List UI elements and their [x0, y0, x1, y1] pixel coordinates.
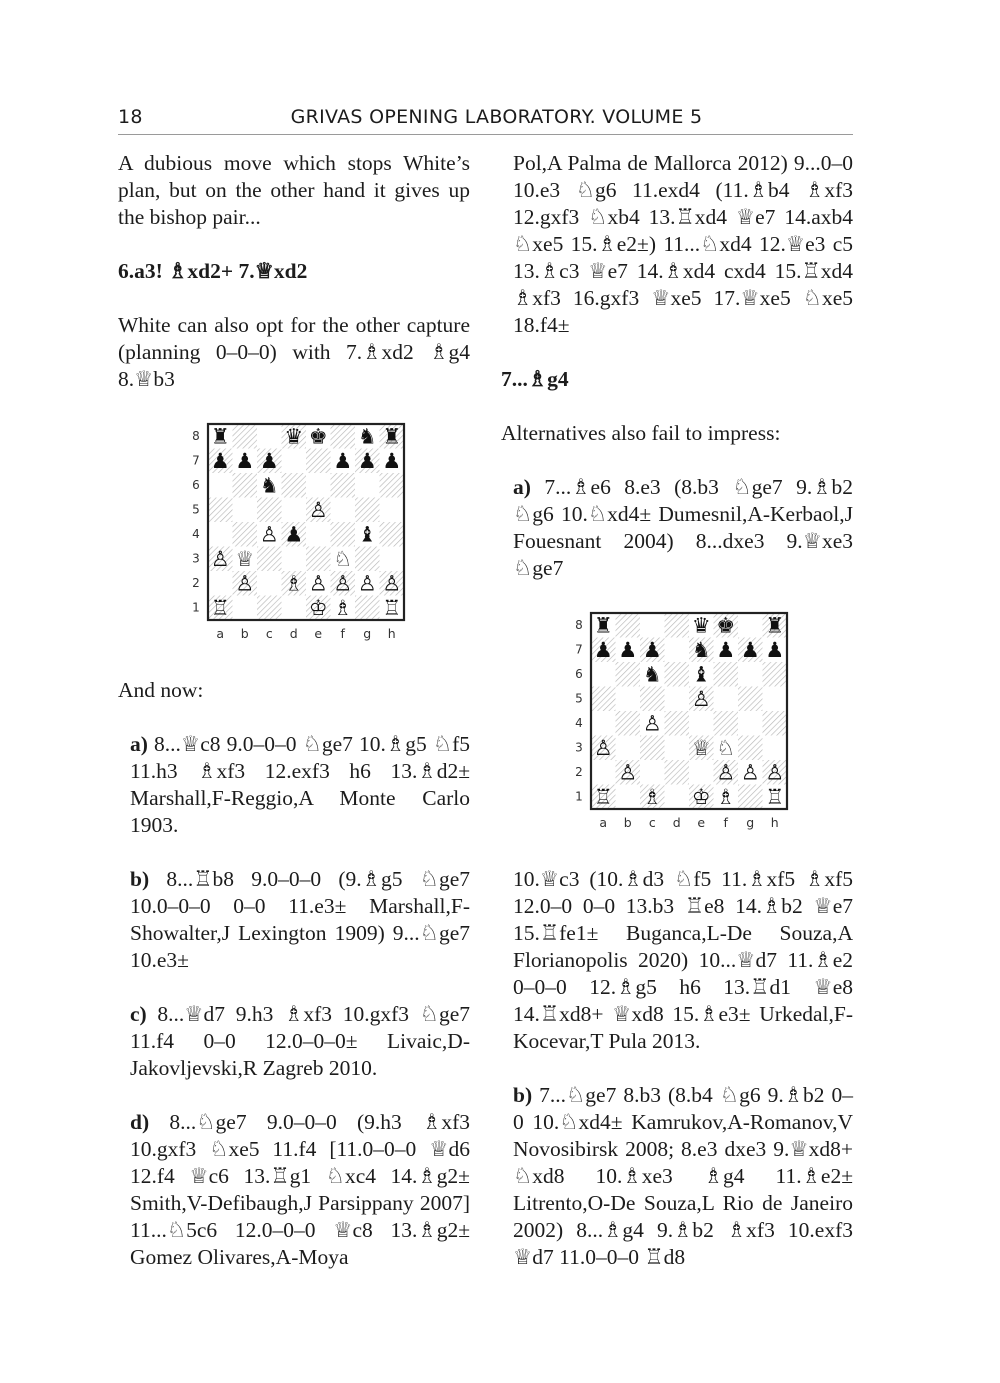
square-b8 [233, 424, 258, 449]
square-a5 [208, 498, 233, 523]
black-pawn-f7: ♟ [333, 449, 353, 474]
square-c8 [640, 613, 665, 638]
square-h6 [380, 473, 405, 498]
paragraph: Pol,A Palma de Mallorca 2012) 9...0–0 10.e3 ♘g6 11.exd4 (11.♗b4 ♗xf3 12.gxf3 ♘xb4 13.♖xd4 ♕e7 14.axb4 ♘xe5 15.♗e2±) 11...♘xd4 12.♕e3 c5 13.♗c3 ♕e7 14.♗xd4 cxd4 15.♖xd4 ♗xf3 16.gxf3 ♕xe5 17.♕xe5 ♘xe5 18.f4± [513, 151, 853, 337]
white-pawn-h2: ♙ [382, 571, 402, 596]
white-queen-b3: ♕ [235, 547, 255, 572]
square-c2 [257, 571, 282, 596]
square-g1 [355, 596, 380, 621]
main-move: 7...♗g4 [501, 367, 569, 391]
file-label: b [240, 626, 249, 641]
black-knight-e7: ♞ [691, 638, 711, 663]
square-h5 [380, 498, 405, 523]
black-knight-g8: ♞ [357, 424, 377, 449]
black-king-e8: ♚ [308, 424, 328, 449]
file-label: f [723, 815, 728, 830]
main-move: 6.a3! ♗xd2+ 7.♕xd2 [118, 259, 308, 283]
file-label: a [599, 815, 608, 830]
black-pawn-f7: ♟ [716, 638, 736, 663]
white-pawn-g2: ♙ [357, 571, 377, 596]
black-pawn-a7: ♟ [210, 449, 230, 474]
file-label: b [623, 815, 632, 830]
square-a2 [208, 571, 233, 596]
square-d6 [282, 473, 307, 498]
file-label: g [363, 626, 372, 641]
square-a4 [208, 522, 233, 547]
square-d5 [665, 687, 690, 712]
square-d1 [665, 785, 690, 810]
white-bishop-d2: ♗ [284, 571, 304, 596]
file-label: a [216, 626, 225, 641]
white-knight-f3: ♘ [716, 736, 736, 761]
variation-label: a) [130, 732, 148, 756]
square-c3 [257, 547, 282, 572]
rank-label: 8 [575, 618, 583, 633]
square-g3 [355, 547, 380, 572]
square-h6 [763, 662, 788, 687]
rank-label: 2 [192, 576, 200, 591]
black-pawn-h7: ♟ [382, 449, 402, 474]
rank-label: 4 [575, 716, 583, 731]
white-pawn-f2: ♙ [333, 571, 353, 596]
variation-label: d) [130, 1110, 150, 1134]
square-f4 [714, 711, 739, 736]
variation-text: 7...♘ge7 8.b3 (8.b4 ♘g6 9.♗b2 0–0 10.♘xd4± Kamrukov,A-Romanov,V Novosibirsk 2008; 8.e3 dxe3 9.♕xd8+ ♘xd8 10.♗xe3 ♗g4 11.♗e2± Litrento,O-De Souza,L Rio de Janeiro 2002) 8...♗g4 9.♗b2 ♗xf3 10.exf3 ♕d7 11.0–0–0 ♖d8 [513, 1083, 853, 1269]
square-f6 [331, 473, 356, 498]
white-pawn-c4: ♙ [259, 522, 279, 547]
square-g6 [355, 473, 380, 498]
black-rook-a8: ♜ [210, 424, 230, 449]
square-f4 [331, 522, 356, 547]
square-g8 [738, 613, 763, 638]
square-a6 [208, 473, 233, 498]
square-f8 [331, 424, 356, 449]
variation-d [130, 1109, 470, 1271]
square-b5 [233, 498, 258, 523]
rank-label: 1 [192, 600, 200, 615]
paragraph: Alternatives also fail to impress: [501, 421, 781, 445]
black-bishop-g4: ♝ [357, 522, 377, 547]
chess-diagram-1 [118, 420, 470, 651]
white-pawn-a3: ♙ [593, 736, 613, 761]
square-g5 [738, 687, 763, 712]
black-pawn-c7: ♟ [642, 638, 662, 663]
square-c5 [257, 498, 282, 523]
white-rook-h1: ♖ [382, 596, 402, 621]
square-d3 [665, 736, 690, 761]
chess-board [501, 609, 853, 833]
rank-label: 2 [575, 765, 583, 780]
variation-b [513, 1082, 853, 1271]
square-b1 [233, 596, 258, 621]
square-h5 [763, 687, 788, 712]
page-header [118, 104, 853, 135]
file-label: f [340, 626, 345, 641]
square-d6 [665, 662, 690, 687]
file-label: d [672, 815, 681, 830]
square-d7 [282, 449, 307, 474]
square-a5 [591, 687, 616, 712]
square-c8 [257, 424, 282, 449]
black-pawn-h7: ♟ [765, 638, 785, 663]
rank-label: 3 [192, 551, 200, 566]
variation-text: 7...♗e6 8.e3 (8.b3 ♘ge7 9.♗b2 ♘g6 10.♘xd4± Dumesnil,A-Kerbaol,J Fouesnant 2004) 8...dxe3 9.♕xe3 ♘ge7 [513, 475, 853, 580]
variation-text: 8...♘ge7 9.0–0–0 (9.h3 ♗xf3 10.gxf3 ♘xe5 11.f4 [11.0–0–0 ♕d6 12.f4 ♕c6 13.♖g1 ♘xc4 14.♗g2± Smith,V-Defibaugh,J Parsippany 2007] 11...♘5c6 12.0–0–0 ♕c8 13.♗g2± Gomez Olivares,A-Moya [130, 1110, 471, 1269]
white-pawn-e2: ♙ [308, 571, 328, 596]
black-pawn-a7: ♟ [593, 638, 613, 663]
square-d3 [282, 547, 307, 572]
rank-label: 1 [575, 789, 583, 804]
variation-text: 8...♖b8 9.0–0–0 (9.♗g5 ♘ge7 10.0–0–0 0–0 11.e3± Marshall,F-Showalter,J Lexington 1909) 9...♘ge7 10.e3± [130, 867, 471, 972]
white-pawn-g2: ♙ [740, 760, 760, 785]
white-rook-h1: ♖ [765, 785, 785, 810]
square-d5 [282, 498, 307, 523]
square-b6 [616, 662, 641, 687]
variation-label: b) [513, 1083, 533, 1107]
square-g3 [738, 736, 763, 761]
square-d4 [665, 711, 690, 736]
black-bishop-e6: ♝ [691, 662, 711, 687]
square-e2 [689, 760, 714, 785]
square-h3 [763, 736, 788, 761]
rank-label: 8 [192, 429, 200, 444]
white-pawn-e5: ♙ [691, 687, 711, 712]
square-h4 [763, 711, 788, 736]
white-bishop-f1: ♗ [716, 785, 736, 810]
white-pawn-a3: ♙ [210, 547, 230, 572]
black-knight-c6: ♞ [642, 662, 662, 687]
rank-label: 5 [575, 691, 583, 706]
square-g6 [738, 662, 763, 687]
rank-label: 7 [575, 642, 583, 657]
black-pawn-c7: ♟ [259, 449, 279, 474]
square-f6 [714, 662, 739, 687]
square-f5 [714, 687, 739, 712]
square-e4 [306, 522, 331, 547]
page-number: 18 [118, 106, 143, 128]
square-b1 [616, 785, 641, 810]
square-d2 [665, 760, 690, 785]
black-queen-e8: ♛ [691, 613, 711, 638]
paragraph: And now: [118, 678, 204, 702]
square-d7 [665, 638, 690, 663]
square-g1 [738, 785, 763, 810]
file-label: e [314, 626, 323, 641]
square-e3 [306, 547, 331, 572]
white-rook-a1: ♖ [210, 596, 230, 621]
white-pawn-f2: ♙ [716, 760, 736, 785]
square-b4 [616, 711, 641, 736]
file-label: h [387, 626, 396, 641]
black-rook-h8: ♜ [382, 424, 402, 449]
variation-label: b) [130, 867, 150, 891]
white-pawn-b2: ♙ [235, 571, 255, 596]
square-c3 [640, 736, 665, 761]
square-d1 [282, 596, 307, 621]
black-queen-d8: ♛ [284, 424, 304, 449]
square-g5 [355, 498, 380, 523]
rank-label: 5 [192, 502, 200, 517]
white-knight-f3: ♘ [333, 547, 353, 572]
variation-a [130, 731, 470, 839]
square-b3 [616, 736, 641, 761]
white-bishop-f1: ♗ [333, 596, 353, 621]
rank-label: 7 [192, 453, 200, 468]
black-rook-a8: ♜ [593, 613, 613, 638]
paragraph: White can also opt for the other capture (planning 0–0–0) with 7.♗xd2 ♗g4 8.♕b3 [118, 313, 470, 391]
paragraph: A dubious move which stops White’s plan, but on the other hand it gives up the bishop pair... [118, 151, 470, 229]
square-c2 [640, 760, 665, 785]
white-bishop-c1: ♗ [642, 785, 662, 810]
square-f5 [331, 498, 356, 523]
black-knight-c6: ♞ [259, 473, 279, 498]
square-h3 [380, 547, 405, 572]
white-king-e1: ♔ [308, 596, 328, 621]
rank-label: 4 [192, 527, 200, 542]
square-c1 [257, 596, 282, 621]
black-pawn-g7: ♟ [740, 638, 760, 663]
variation-c [130, 1001, 470, 1082]
square-e6 [306, 473, 331, 498]
file-label: e [697, 815, 706, 830]
square-h4 [380, 522, 405, 547]
white-pawn-h2: ♙ [765, 760, 785, 785]
variation-b [130, 866, 470, 974]
rank-label: 6 [192, 478, 200, 493]
black-pawn-g7: ♟ [357, 449, 377, 474]
rank-label: 3 [575, 740, 583, 755]
file-label: c [648, 815, 656, 830]
black-king-f8: ♚ [716, 613, 736, 638]
file-label: g [746, 815, 755, 830]
left-column [118, 150, 470, 1298]
square-d8 [665, 613, 690, 638]
chess-diagram-2 [501, 609, 853, 840]
square-a4 [591, 711, 616, 736]
white-king-e1: ♔ [691, 785, 711, 810]
variation-label: a) [513, 475, 531, 499]
square-b5 [616, 687, 641, 712]
running-title: GRIVAS OPENING LABORATORY. VOLUME 5 [290, 106, 703, 128]
square-b6 [233, 473, 258, 498]
white-rook-a1: ♖ [593, 785, 613, 810]
file-label: h [770, 815, 779, 830]
variation-label: c) [130, 1002, 147, 1026]
square-e7 [306, 449, 331, 474]
white-pawn-b2: ♙ [618, 760, 638, 785]
square-a2 [591, 760, 616, 785]
right-column [501, 150, 853, 1298]
file-label: c [265, 626, 273, 641]
square-a6 [591, 662, 616, 687]
chess-board [118, 420, 470, 644]
black-rook-h8: ♜ [765, 613, 785, 638]
square-b8 [616, 613, 641, 638]
white-pawn-e5: ♙ [308, 498, 328, 523]
paragraph: 10.♕c3 (10.♗d3 ♘f5 11.♗xf5 ♗xf5 12.0–0 0–0 13.b3 ♖e8 14.♗b2 ♕e7 15.♖fe1± Buganca,L-De Souza,A Florianopolis 2020) 10...♕d7 11.♗e2 0–0–0 12.♗g5 h6 13.♖d1 ♕e8 14.♖xd8+ ♕xd8 15.♗e3± Urkedal,F-Kocevar,T Pula 2013. [513, 867, 853, 1053]
square-e4 [689, 711, 714, 736]
variation-text: 8...♕d7 9.h3 ♗xf3 10.gxf3 ♘ge7 11.f4 0–0 12.0–0–0± Livaic,D-Jakovljevski,R Zagreb 2010. [130, 1002, 471, 1080]
variation-text: 8...♕c8 9.0–0–0 ♘ge7 10.♗g5 ♘f5 11.h3 ♗xf3 12.exf3 h6 13.♗d2± Marshall,F-Reggio,A Monte Carlo 1903. [130, 732, 471, 837]
square-b4 [233, 522, 258, 547]
variation-a [513, 474, 853, 582]
square-c5 [640, 687, 665, 712]
square-g4 [738, 711, 763, 736]
file-label: d [289, 626, 298, 641]
white-pawn-c4: ♙ [642, 711, 662, 736]
white-queen-e3: ♕ [691, 736, 711, 761]
black-pawn-d4: ♟ [284, 522, 304, 547]
rank-label: 6 [575, 667, 583, 682]
black-pawn-b7: ♟ [235, 449, 255, 474]
black-pawn-b7: ♟ [618, 638, 638, 663]
